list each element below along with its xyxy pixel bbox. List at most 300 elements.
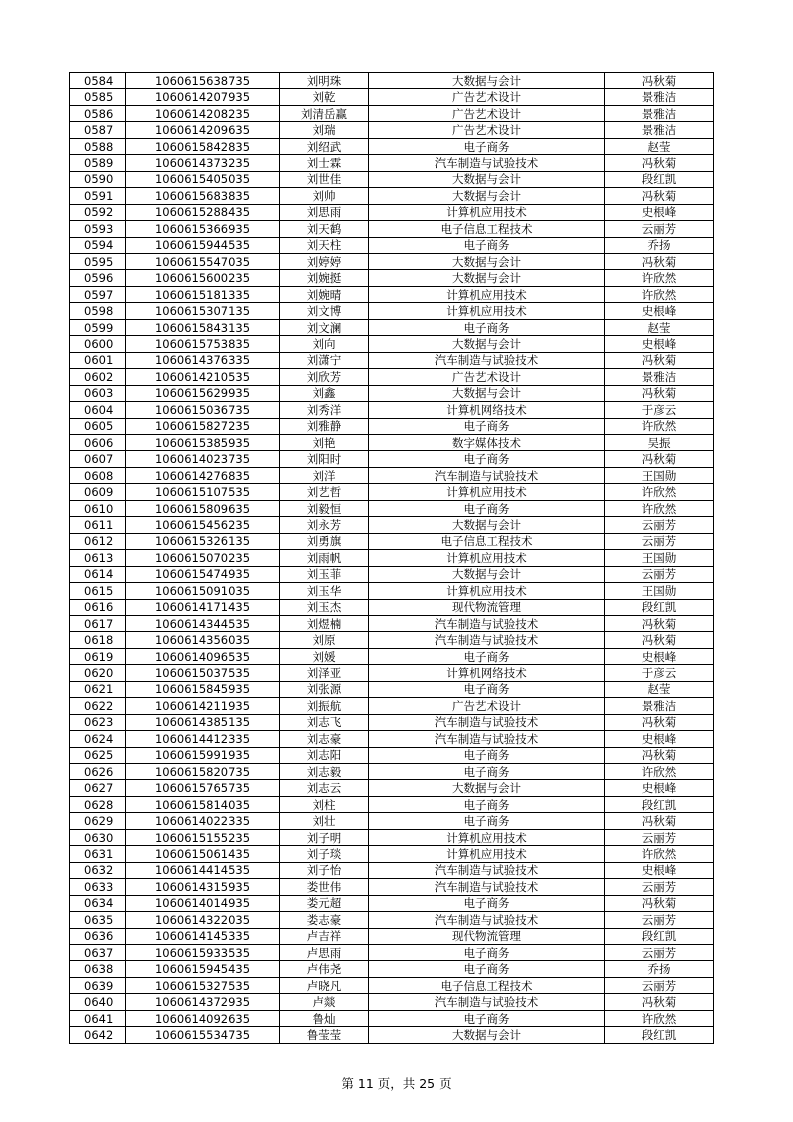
table-row (70, 467, 714, 483)
student-id-cell: 1060614210535 (126, 369, 280, 385)
student-name-cell: 刘志飞 (280, 714, 369, 730)
student-name-cell: 刘向 (280, 336, 369, 352)
table-row (70, 583, 714, 599)
table-row (70, 89, 714, 105)
teacher-cell: 冯秋菊 (605, 352, 714, 368)
major-cell: 广告艺术设计 (369, 105, 605, 121)
major-cell: 汽车制造与试验技术 (369, 352, 605, 368)
major-cell: 汽车制造与试验技术 (369, 879, 605, 895)
major-cell: 电子商务 (369, 500, 605, 516)
student-name-cell: 刘乾 (280, 89, 369, 105)
student-name-cell: 刘志阳 (280, 747, 369, 763)
seq-number-cell: 0641 (70, 1010, 126, 1026)
table-row (70, 402, 714, 418)
table-row (70, 862, 714, 878)
major-cell: 汽车制造与试验技术 (369, 632, 605, 648)
student-id-cell: 1060615600235 (126, 270, 280, 286)
major-cell: 大数据与会计 (369, 566, 605, 582)
student-name-cell: 刘婉挺 (280, 270, 369, 286)
teacher-cell: 云丽芳 (605, 912, 714, 928)
student-id-cell: 1060615326135 (126, 533, 280, 549)
table-row (70, 994, 714, 1010)
student-id-cell: 1060615534735 (126, 1027, 280, 1043)
table-row (70, 714, 714, 730)
student-id-cell: 1060615842835 (126, 138, 280, 154)
student-name-cell: 刘永芳 (280, 517, 369, 533)
seq-number-cell: 0637 (70, 945, 126, 961)
table-row (70, 221, 714, 237)
seq-number-cell: 0615 (70, 583, 126, 599)
teacher-cell: 许欣然 (605, 286, 714, 302)
student-name-cell: 娄世伟 (280, 879, 369, 895)
major-cell: 电子信息工程技术 (369, 977, 605, 993)
student-id-cell: 1060615944535 (126, 237, 280, 253)
student-id-cell: 1060614412335 (126, 731, 280, 747)
table-row (70, 879, 714, 895)
major-cell: 计算机应用技术 (369, 204, 605, 220)
seq-number-cell: 0614 (70, 566, 126, 582)
table-row (70, 961, 714, 977)
student-table-body (70, 73, 714, 1044)
teacher-cell: 景雅洁 (605, 122, 714, 138)
teacher-cell: 王国勋 (605, 583, 714, 599)
teacher-cell: 段红凯 (605, 599, 714, 615)
seq-number-cell: 0595 (70, 253, 126, 269)
teacher-cell: 云丽芳 (605, 533, 714, 549)
student-name-cell: 卢晓凡 (280, 977, 369, 993)
student-id-cell: 1060615683835 (126, 188, 280, 204)
seq-number-cell: 0618 (70, 632, 126, 648)
major-cell: 汽车制造与试验技术 (369, 731, 605, 747)
student-name-cell: 刘泽亚 (280, 665, 369, 681)
student-table (69, 72, 714, 1044)
major-cell: 汽车制造与试验技术 (369, 615, 605, 631)
student-name-cell: 刘煜楠 (280, 615, 369, 631)
major-cell: 大数据与会计 (369, 270, 605, 286)
student-name-cell: 刘明珠 (280, 73, 369, 89)
seq-number-cell: 0590 (70, 171, 126, 187)
teacher-cell: 史根峰 (605, 336, 714, 352)
seq-number-cell: 0625 (70, 747, 126, 763)
student-id-cell: 1060615547035 (126, 253, 280, 269)
major-cell: 大数据与会计 (369, 171, 605, 187)
seq-number-cell: 0602 (70, 369, 126, 385)
student-id-cell: 1060615366935 (126, 221, 280, 237)
table-row (70, 155, 714, 171)
teacher-cell: 王国勋 (605, 467, 714, 483)
student-name-cell: 刘清岳赢 (280, 105, 369, 121)
teacher-cell: 吴振 (605, 434, 714, 450)
student-name-cell: 刘天鹤 (280, 221, 369, 237)
student-name-cell: 刘秀洋 (280, 402, 369, 418)
table-row (70, 1010, 714, 1026)
student-id-cell: 1060614171435 (126, 599, 280, 615)
teacher-cell: 冯秋菊 (605, 813, 714, 829)
student-name-cell: 刘瑞 (280, 122, 369, 138)
student-id-cell: 1060615307135 (126, 303, 280, 319)
table-row (70, 237, 714, 253)
student-id-cell: 1060614207935 (126, 89, 280, 105)
teacher-cell: 王国勋 (605, 550, 714, 566)
teacher-cell: 冯秋菊 (605, 253, 714, 269)
student-id-cell: 1060615820735 (126, 764, 280, 780)
table-row (70, 319, 714, 335)
seq-number-cell: 0630 (70, 829, 126, 845)
seq-number-cell: 0634 (70, 895, 126, 911)
major-cell: 大数据与会计 (369, 336, 605, 352)
student-id-cell: 1060615327535 (126, 977, 280, 993)
student-name-cell: 卢吉祥 (280, 928, 369, 944)
teacher-cell: 史根峰 (605, 648, 714, 664)
table-row (70, 286, 714, 302)
teacher-cell: 冯秋菊 (605, 73, 714, 89)
student-name-cell: 刘艳 (280, 434, 369, 450)
table-row (70, 385, 714, 401)
teacher-cell: 赵莹 (605, 138, 714, 154)
seq-number-cell: 0592 (70, 204, 126, 220)
table-row (70, 648, 714, 664)
seq-number-cell: 0617 (70, 615, 126, 631)
table-row (70, 369, 714, 385)
page-footer (0, 1074, 793, 1092)
seq-number-cell: 0642 (70, 1027, 126, 1043)
major-cell: 广告艺术设计 (369, 122, 605, 138)
seq-number-cell: 0626 (70, 764, 126, 780)
teacher-cell: 史根峰 (605, 862, 714, 878)
student-id-cell: 1060615385935 (126, 434, 280, 450)
major-cell: 电子商务 (369, 813, 605, 829)
teacher-cell: 云丽芳 (605, 945, 714, 961)
seq-number-cell: 0585 (70, 89, 126, 105)
table-row (70, 698, 714, 714)
table-row (70, 912, 714, 928)
table-row (70, 352, 714, 368)
seq-number-cell: 0610 (70, 500, 126, 516)
student-id-cell: 1060614356035 (126, 632, 280, 648)
teacher-cell: 云丽芳 (605, 566, 714, 582)
table-row (70, 1027, 714, 1043)
teacher-cell: 赵莹 (605, 319, 714, 335)
student-name-cell: 刘志云 (280, 780, 369, 796)
seq-number-cell: 0635 (70, 912, 126, 928)
student-table-sheet (69, 72, 709, 1044)
student-name-cell: 刘文博 (280, 303, 369, 319)
major-cell: 计算机应用技术 (369, 829, 605, 845)
major-cell: 广告艺术设计 (369, 369, 605, 385)
student-name-cell: 刘子琰 (280, 846, 369, 862)
major-cell: 电子信息工程技术 (369, 221, 605, 237)
student-id-cell: 1060615037535 (126, 665, 280, 681)
table-row (70, 484, 714, 500)
student-name-cell: 卢思雨 (280, 945, 369, 961)
student-name-cell: 刘志豪 (280, 731, 369, 747)
major-cell: 电子商务 (369, 796, 605, 812)
table-row (70, 550, 714, 566)
student-name-cell: 卢燚 (280, 994, 369, 1010)
teacher-cell: 冯秋菊 (605, 895, 714, 911)
table-row (70, 303, 714, 319)
major-cell: 大数据与会计 (369, 385, 605, 401)
student-id-cell: 1060614385135 (126, 714, 280, 730)
table-row (70, 204, 714, 220)
student-name-cell: 刘洋 (280, 467, 369, 483)
major-cell: 汽车制造与试验技术 (369, 994, 605, 1010)
student-id-cell: 1060615991935 (126, 747, 280, 763)
teacher-cell: 冯秋菊 (605, 615, 714, 631)
student-name-cell: 刘士霖 (280, 155, 369, 171)
student-id-cell: 1060615107535 (126, 484, 280, 500)
student-name-cell: 刘玉杰 (280, 599, 369, 615)
student-id-cell: 1060614372935 (126, 994, 280, 1010)
major-cell: 汽车制造与试验技术 (369, 714, 605, 730)
teacher-cell: 许欣然 (605, 484, 714, 500)
teacher-cell: 段红凯 (605, 171, 714, 187)
seq-number-cell: 0603 (70, 385, 126, 401)
seq-number-cell: 0621 (70, 681, 126, 697)
table-row (70, 813, 714, 829)
table-row (70, 418, 714, 434)
student-id-cell: 1060615155235 (126, 829, 280, 845)
table-row (70, 796, 714, 812)
major-cell: 计算机网络技术 (369, 402, 605, 418)
student-name-cell: 刘子怡 (280, 862, 369, 878)
seq-number-cell: 0607 (70, 451, 126, 467)
major-cell: 汽车制造与试验技术 (369, 467, 605, 483)
major-cell: 大数据与会计 (369, 517, 605, 533)
student-id-cell: 1060615629935 (126, 385, 280, 401)
student-id-cell: 1060615456235 (126, 517, 280, 533)
teacher-cell: 史根峰 (605, 303, 714, 319)
teacher-cell: 冯秋菊 (605, 632, 714, 648)
student-name-cell: 刘鑫 (280, 385, 369, 401)
student-name-cell: 刘玉菲 (280, 566, 369, 582)
teacher-cell: 冯秋菊 (605, 747, 714, 763)
student-id-cell: 1060614014935 (126, 895, 280, 911)
student-id-cell: 1060615474935 (126, 566, 280, 582)
major-cell: 电子商务 (369, 681, 605, 697)
table-row (70, 434, 714, 450)
major-cell: 大数据与会计 (369, 253, 605, 269)
student-id-cell: 1060615945435 (126, 961, 280, 977)
major-cell: 电子商务 (369, 319, 605, 335)
teacher-cell: 冯秋菊 (605, 714, 714, 730)
student-id-cell: 1060615845935 (126, 681, 280, 697)
table-row (70, 138, 714, 154)
major-cell: 电子商务 (369, 764, 605, 780)
teacher-cell: 景雅洁 (605, 89, 714, 105)
teacher-cell: 乔扬 (605, 237, 714, 253)
teacher-cell: 许欣然 (605, 500, 714, 516)
student-name-cell: 刘文澜 (280, 319, 369, 335)
major-cell: 广告艺术设计 (369, 89, 605, 105)
seq-number-cell: 0609 (70, 484, 126, 500)
table-row (70, 122, 714, 138)
major-cell: 汽车制造与试验技术 (369, 912, 605, 928)
seq-number-cell: 0627 (70, 780, 126, 796)
teacher-cell: 许欣然 (605, 270, 714, 286)
teacher-cell: 于彦云 (605, 665, 714, 681)
major-cell: 计算机应用技术 (369, 286, 605, 302)
seq-number-cell: 0624 (70, 731, 126, 747)
major-cell: 电子商务 (369, 648, 605, 664)
seq-number-cell: 0586 (70, 105, 126, 121)
teacher-cell: 史根峰 (605, 731, 714, 747)
seq-number-cell: 0623 (70, 714, 126, 730)
seq-number-cell: 0629 (70, 813, 126, 829)
seq-number-cell: 0631 (70, 846, 126, 862)
table-row (70, 829, 714, 845)
student-id-cell: 1060615061435 (126, 846, 280, 862)
teacher-cell: 段红凯 (605, 1027, 714, 1043)
student-id-cell: 1060614322035 (126, 912, 280, 928)
teacher-cell: 许欣然 (605, 764, 714, 780)
student-name-cell: 鲁灿 (280, 1010, 369, 1026)
table-row (70, 681, 714, 697)
student-name-cell: 刘天柱 (280, 237, 369, 253)
seq-number-cell: 0597 (70, 286, 126, 302)
student-id-cell: 1060614315935 (126, 879, 280, 895)
teacher-cell: 许欣然 (605, 1010, 714, 1026)
student-id-cell: 1060615288435 (126, 204, 280, 220)
major-cell: 数字媒体技术 (369, 434, 605, 450)
major-cell: 计算机应用技术 (369, 846, 605, 862)
seq-number-cell: 0612 (70, 533, 126, 549)
student-id-cell: 1060615070235 (126, 550, 280, 566)
student-name-cell: 刘原 (280, 632, 369, 648)
student-name-cell: 刘振航 (280, 698, 369, 714)
teacher-cell: 云丽芳 (605, 977, 714, 993)
student-name-cell: 刘帅 (280, 188, 369, 204)
student-id-cell: 1060615036735 (126, 402, 280, 418)
student-id-cell: 1060615753835 (126, 336, 280, 352)
major-cell: 电子商务 (369, 138, 605, 154)
table-row (70, 599, 714, 615)
table-row (70, 846, 714, 862)
student-name-cell: 刘雅静 (280, 418, 369, 434)
student-id-cell: 1060614211935 (126, 698, 280, 714)
student-name-cell: 刘张源 (280, 681, 369, 697)
table-row (70, 270, 714, 286)
table-row (70, 731, 714, 747)
teacher-cell: 景雅洁 (605, 369, 714, 385)
table-row (70, 632, 714, 648)
major-cell: 大数据与会计 (369, 1027, 605, 1043)
major-cell: 电子商务 (369, 961, 605, 977)
student-id-cell: 1060615809635 (126, 500, 280, 516)
major-cell: 大数据与会计 (369, 73, 605, 89)
student-name-cell: 刘子明 (280, 829, 369, 845)
major-cell: 电子商务 (369, 237, 605, 253)
student-id-cell: 1060614208235 (126, 105, 280, 121)
student-name-cell: 刘婷婷 (280, 253, 369, 269)
student-name-cell: 刘潇宁 (280, 352, 369, 368)
student-id-cell: 1060615827235 (126, 418, 280, 434)
teacher-cell: 景雅洁 (605, 105, 714, 121)
student-id-cell: 1060614276835 (126, 467, 280, 483)
student-id-cell: 1060614145335 (126, 928, 280, 944)
student-id-cell: 1060614023735 (126, 451, 280, 467)
seq-number-cell: 0613 (70, 550, 126, 566)
major-cell: 电子商务 (369, 451, 605, 467)
major-cell: 计算机应用技术 (369, 484, 605, 500)
major-cell: 现代物流管理 (369, 928, 605, 944)
major-cell: 计算机网络技术 (369, 665, 605, 681)
major-cell: 汽车制造与试验技术 (369, 155, 605, 171)
student-name-cell: 刘志毅 (280, 764, 369, 780)
student-id-cell: 1060614414535 (126, 862, 280, 878)
table-row (70, 665, 714, 681)
seq-number-cell: 0598 (70, 303, 126, 319)
teacher-cell: 史根峰 (605, 204, 714, 220)
teacher-cell: 冯秋菊 (605, 155, 714, 171)
table-row (70, 566, 714, 582)
student-id-cell: 1060614096535 (126, 648, 280, 664)
table-row (70, 895, 714, 911)
major-cell: 电子信息工程技术 (369, 533, 605, 549)
major-cell: 电子商务 (369, 945, 605, 961)
student-id-cell: 1060614373235 (126, 155, 280, 171)
table-row (70, 533, 714, 549)
student-id-cell: 1060614376335 (126, 352, 280, 368)
seq-number-cell: 0584 (70, 73, 126, 89)
major-cell: 大数据与会计 (369, 780, 605, 796)
student-name-cell: 娄志豪 (280, 912, 369, 928)
student-name-cell: 娄元超 (280, 895, 369, 911)
student-id-cell: 1060614344535 (126, 615, 280, 631)
teacher-cell: 于彦云 (605, 402, 714, 418)
table-row (70, 73, 714, 89)
table-row (70, 500, 714, 516)
table-row (70, 615, 714, 631)
student-id-cell: 1060615933535 (126, 945, 280, 961)
seq-number-cell: 0619 (70, 648, 126, 664)
table-row (70, 747, 714, 763)
teacher-cell: 段红凯 (605, 928, 714, 944)
student-id-cell: 1060615405035 (126, 171, 280, 187)
student-name-cell: 鲁莹莹 (280, 1027, 369, 1043)
table-row (70, 764, 714, 780)
seq-number-cell: 0611 (70, 517, 126, 533)
teacher-cell: 许欣然 (605, 418, 714, 434)
seq-number-cell: 0604 (70, 402, 126, 418)
seq-number-cell: 0633 (70, 879, 126, 895)
table-row (70, 945, 714, 961)
table-row (70, 253, 714, 269)
student-id-cell: 1060615843135 (126, 319, 280, 335)
table-row (70, 451, 714, 467)
teacher-cell: 云丽芳 (605, 879, 714, 895)
student-id-cell: 1060614209635 (126, 122, 280, 138)
student-name-cell: 刘绍武 (280, 138, 369, 154)
seq-number-cell: 0622 (70, 698, 126, 714)
teacher-cell: 史根峰 (605, 780, 714, 796)
major-cell: 汽车制造与试验技术 (369, 862, 605, 878)
student-name-cell: 刘婉晴 (280, 286, 369, 302)
seq-number-cell: 0605 (70, 418, 126, 434)
table-row (70, 171, 714, 187)
major-cell: 现代物流管理 (369, 599, 605, 615)
teacher-cell: 许欣然 (605, 846, 714, 862)
major-cell: 计算机应用技术 (369, 550, 605, 566)
major-cell: 计算机应用技术 (369, 583, 605, 599)
seq-number-cell: 0599 (70, 319, 126, 335)
seq-number-cell: 0587 (70, 122, 126, 138)
table-row (70, 188, 714, 204)
student-name-cell: 刘雨帆 (280, 550, 369, 566)
teacher-cell: 冯秋菊 (605, 451, 714, 467)
teacher-cell: 乔扬 (605, 961, 714, 977)
teacher-cell: 景雅洁 (605, 698, 714, 714)
